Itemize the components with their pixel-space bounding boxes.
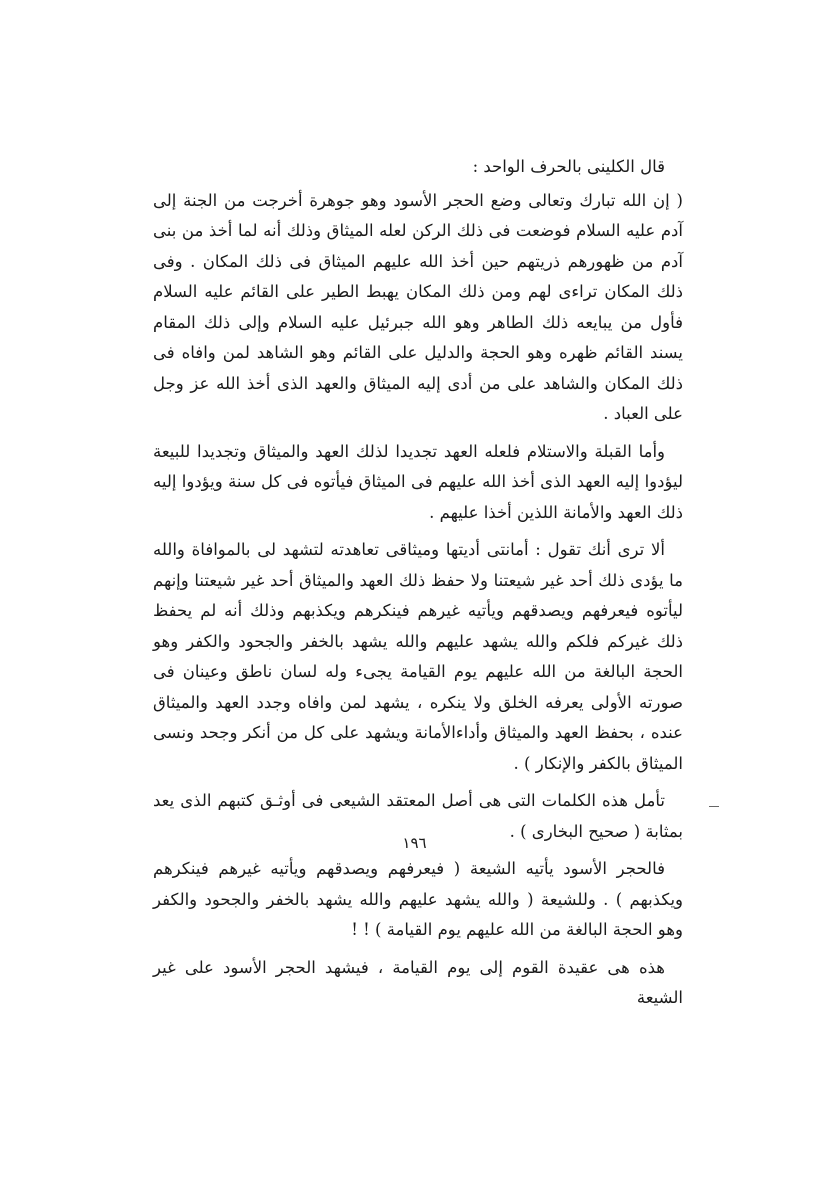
commentary-paragraph-1: تأمل هذه الكلمات التى هى أصل المعتقد الشيعى فى أوثـق كتبهم الذى يعد بمثابة ( صحيح البخارى ) . xyxy=(153,791,683,841)
scan-mark xyxy=(709,806,719,807)
commentary-paragraph-2: فالحجر الأسود يأتيه الشيعة ( فيعرفهم ويصدقهم ويأتيه غيرهم فينكرهم ويكذبهم ) . وللشيعة ( والله يشهد عليهم والله يشهد بالخفر والجحود والكفر وهو الحجة البالغة من الله عليهم يوم القيامة ) ! ! xyxy=(153,859,683,939)
quote-paragraph-2: وأما القبلة والاستلام فلعله العهد تجديدا لذلك العهد والميثاق وتجديدا للبيعة ليؤدوا إليه العهد الذى أخذ الله عليهم فى الميثاق فيأتوه فى كل سنة ويؤدوا إليه ذلك العهد والأمانة اللذين أخذا عليهم . xyxy=(153,441,683,522)
quote-paragraph-3: ألا ترى أنك تقول : أمانتى أديتها وميثاقى تعاهدته لتشهد لى بالموافاة والله ما يؤدى ذلك أحد غير شيعتنا ولا حفظ ذلك العهد والميثاق أحد غير شيعتنا وإنهم ليأتوه فيعرفهم ويصدقهم ويأتيه غيرهم فينكرهم ويكذبهم وذلك أنه لم يحفظ ذلك غيركم فلكم والله يشهد عليهم والله يشهد بالخفر والجحود والكفر وهو الحجة البالغة من الله عليهم يوم القيامة يجىء وله لسان ناطق وعينان فى صورته الأولى يعرفه الخلق ولا ينكره ، يشهد لمن وافاه وجدد العهد والميثاق عنده ، بحفظ العهد والميثاق وأداءالأمانة ويشهد على كل من أنكر وجحد ونسى الميثاق بالكفر والإنكار ) . xyxy=(153,540,683,773)
page-number: ١٩٦ xyxy=(402,834,427,852)
section-heading: قال الكلينى بالحرف الواحد : xyxy=(472,157,665,176)
quote-paragraph-1: ( إن الله تبارك وتعالى وضع الحجر الأسود وهو جوهرة أخرجت من الجنة إلى آدم عليه السلام فوضعت فى ذلك الركن لعله الميثاق وذلك أنه لما أخذ من بنى آدم من ظهورهم ذريتهم حين أخذ الله عليهم الميثاق فى ذلك المكان . وفى ذلك المكان تراءى لهم ومن ذلك المكان يهبط الطير على القائم عليه السلام فأول من يبايعه ذلك الطاهر وهو الله جبرئيل عليه السلام وإلى ذلك المقام يسند القائم ظهره وهو الحجة والدليل على القائم وهو الشاهد لمن وافاه فى ذلك المكان والشاهد على من أدى إليه الميثاق والعهد الذى أخذ الله عز وجل على العباد . xyxy=(153,190,683,423)
commentary-paragraph-3: هذه هى عقيدة القوم إلى يوم القيامة ، فيشهد الحجر الأسود على غير الشيعة xyxy=(153,957,683,1007)
page-body-text xyxy=(153,152,683,1021)
